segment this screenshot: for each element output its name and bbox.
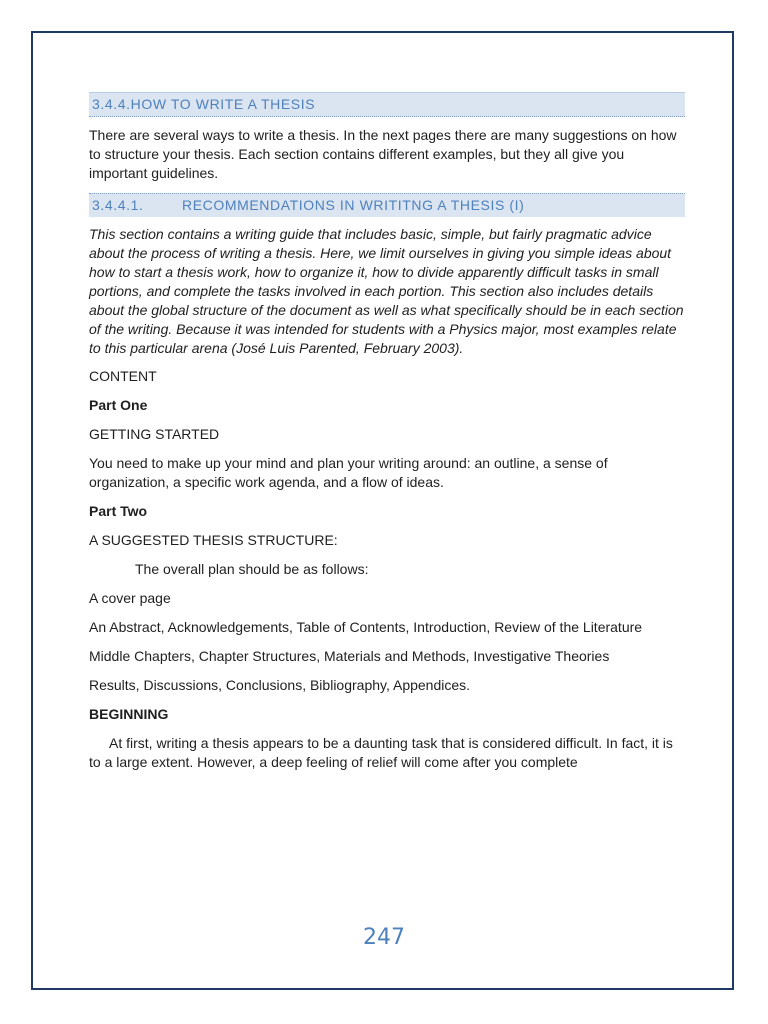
getting-started-heading: GETTING STARTED (89, 426, 220, 442)
subsection-number: 3.4.4.1. (92, 197, 144, 213)
part-one-label: Part One (89, 397, 148, 413)
plan-item: Middle Chapters, Chapter Structures, Materials and Methods, Investigative Theories (89, 648, 610, 664)
plan-item: A cover page (89, 590, 171, 606)
content-label: CONTENT (89, 368, 157, 384)
subsection-italic-text: This section contains a writing guide that includes basic, simple, but fairly pragmatic advice about the process of writing a thesis. Here, we limit ourselves in giving you simple ideas about how to start a thesis work, how to organize it, how to divide apparently difficult tasks in small portions, and complete the tasks involved in each portion. This section also includes details about the global structure of the document as well as what specifically should be in each section of the writing. Because it was intended for students with a Physics major, most examples relate to this particular arena (José Luis Parented, February 2003). (89, 226, 684, 356)
plan-intro: The overall plan should be as follows: (135, 561, 369, 577)
part-two-label: Part Two (89, 503, 148, 519)
section-heading: 3.4.4.HOW TO WRITE A THESIS (89, 92, 685, 117)
plan-item: Results, Discussions, Conclusions, Bibliography, Appendices. (89, 677, 471, 693)
page-number: 247 (363, 925, 405, 950)
beginning-text: At first, writing a thesis appears to be a daunting task that is considered difficult. In fact, it is to a large extent. However, a deep feeling of relief will come after you complete (89, 735, 673, 770)
subsection-heading (89, 193, 685, 217)
beginning-label: BEGINNING (89, 706, 169, 722)
plan-item: An Abstract, Acknowledgements, Table of Contents, Introduction, Review of the Literature (89, 619, 643, 635)
subsection-title: RECOMMENDATIONS IN WRITITNG A THESIS (I) (182, 197, 525, 213)
section-intro: There are several ways to write a thesis. In the next pages there are many suggestions on how to structure your thesis. Each section contains different examples, but they all give you important guidelines. (89, 127, 677, 181)
structure-heading: A SUGGESTED THESIS STRUCTURE: (89, 532, 338, 548)
page-content (89, 92, 685, 772)
getting-started-text: You need to make up your mind and plan your writing around: an outline, a sense of organization, a specific work agenda, and a flow of ideas. (89, 455, 608, 490)
